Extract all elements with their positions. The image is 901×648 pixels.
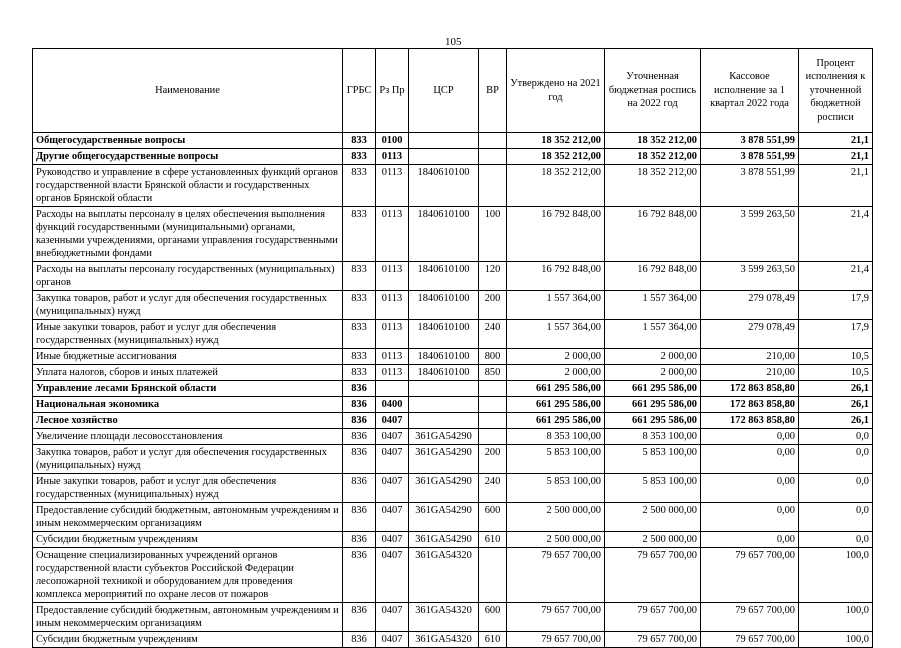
cell-cash: 3 599 263,50 bbox=[701, 207, 799, 262]
cell-name: Увеличение площади лесовосстановления bbox=[33, 429, 343, 445]
header-csr: ЦСР bbox=[409, 49, 479, 133]
cell-cash: 79 657 700,00 bbox=[701, 548, 799, 603]
table-row bbox=[33, 548, 873, 603]
cell-name: Субсидии бюджетным учреждениям bbox=[33, 532, 343, 548]
cell-approved: 661 295 586,00 bbox=[507, 413, 605, 429]
cell-rzpr: 0407 bbox=[376, 503, 409, 532]
cell-cash: 279 078,49 bbox=[701, 320, 799, 349]
cell-approved: 18 352 212,00 bbox=[507, 165, 605, 207]
cell-percent: 21,1 bbox=[799, 149, 873, 165]
table-row bbox=[33, 207, 873, 262]
cell-vr bbox=[479, 381, 507, 397]
cell-rzpr: 0113 bbox=[376, 365, 409, 381]
cell-revised: 661 295 586,00 bbox=[605, 397, 701, 413]
cell-approved: 16 792 848,00 bbox=[507, 207, 605, 262]
cell-approved: 79 657 700,00 bbox=[507, 603, 605, 632]
cell-vr bbox=[479, 548, 507, 603]
table-row bbox=[33, 445, 873, 474]
header-vr: ВР bbox=[479, 49, 507, 133]
cell-name: Управление лесами Брянской области bbox=[33, 381, 343, 397]
cell-approved: 18 352 212,00 bbox=[507, 133, 605, 149]
cell-vr bbox=[479, 149, 507, 165]
cell-cash: 3 878 551,99 bbox=[701, 133, 799, 149]
cell-cash: 3 878 551,99 bbox=[701, 149, 799, 165]
cell-approved: 2 000,00 bbox=[507, 349, 605, 365]
cell-grbs: 836 bbox=[343, 445, 376, 474]
cell-rzpr: 0100 bbox=[376, 133, 409, 149]
cell-percent: 21,1 bbox=[799, 133, 873, 149]
cell-csr bbox=[409, 381, 479, 397]
cell-grbs: 836 bbox=[343, 532, 376, 548]
cell-vr: 850 bbox=[479, 365, 507, 381]
cell-revised: 2 500 000,00 bbox=[605, 532, 701, 548]
table-row bbox=[33, 149, 873, 165]
cell-percent: 21,1 bbox=[799, 165, 873, 207]
cell-revised: 5 853 100,00 bbox=[605, 474, 701, 503]
cell-rzpr: 0407 bbox=[376, 413, 409, 429]
table-row bbox=[33, 381, 873, 397]
cell-percent: 26,1 bbox=[799, 381, 873, 397]
cell-cash: 172 863 858,80 bbox=[701, 413, 799, 429]
cell-revised: 5 853 100,00 bbox=[605, 445, 701, 474]
header-row bbox=[33, 49, 873, 133]
cell-approved: 2 000,00 bbox=[507, 365, 605, 381]
cell-approved: 2 500 000,00 bbox=[507, 532, 605, 548]
cell-grbs: 833 bbox=[343, 133, 376, 149]
cell-cash: 3 878 551,99 bbox=[701, 165, 799, 207]
cell-cash: 0,00 bbox=[701, 429, 799, 445]
cell-name: Предоставление субсидий бюджетным, автономным учреждениям и иным некоммерческим организациям bbox=[33, 603, 343, 632]
cell-csr: 1840610100 bbox=[409, 207, 479, 262]
cell-vr: 600 bbox=[479, 603, 507, 632]
cell-name: Уплата налогов, сборов и иных платежей bbox=[33, 365, 343, 381]
header-rzpr: Рз Пр bbox=[376, 49, 409, 133]
cell-grbs: 833 bbox=[343, 149, 376, 165]
cell-cash: 3 599 263,50 bbox=[701, 262, 799, 291]
cell-vr bbox=[479, 413, 507, 429]
cell-percent: 0,0 bbox=[799, 503, 873, 532]
cell-csr: 1840610100 bbox=[409, 320, 479, 349]
cell-percent: 17,9 bbox=[799, 320, 873, 349]
cell-rzpr: 0113 bbox=[376, 149, 409, 165]
cell-percent: 0,0 bbox=[799, 429, 873, 445]
cell-revised: 79 657 700,00 bbox=[605, 548, 701, 603]
table-row bbox=[33, 503, 873, 532]
cell-percent: 0,0 bbox=[799, 532, 873, 548]
table-body bbox=[33, 133, 873, 648]
cell-vr: 610 bbox=[479, 532, 507, 548]
cell-csr: 1840610100 bbox=[409, 349, 479, 365]
cell-vr bbox=[479, 429, 507, 445]
cell-rzpr: 0113 bbox=[376, 291, 409, 320]
cell-grbs: 833 bbox=[343, 320, 376, 349]
cell-name: Предоставление субсидий бюджетным, автономным учреждениям и иным некоммерческим организациям bbox=[33, 503, 343, 532]
cell-vr: 240 bbox=[479, 474, 507, 503]
cell-revised: 18 352 212,00 bbox=[605, 165, 701, 207]
cell-rzpr: 0407 bbox=[376, 548, 409, 603]
cell-percent: 21,4 bbox=[799, 262, 873, 291]
cell-name: Иные бюджетные ассигнования bbox=[33, 349, 343, 365]
table-row bbox=[33, 429, 873, 445]
cell-vr: 600 bbox=[479, 503, 507, 532]
header-revised: Уточненная бюджетная роспись на 2022 год bbox=[605, 49, 701, 133]
cell-approved: 16 792 848,00 bbox=[507, 262, 605, 291]
cell-rzpr: 0407 bbox=[376, 632, 409, 648]
cell-name: Национальная экономика bbox=[33, 397, 343, 413]
cell-grbs: 836 bbox=[343, 397, 376, 413]
cell-grbs: 833 bbox=[343, 262, 376, 291]
cell-rzpr: 0113 bbox=[376, 320, 409, 349]
header-name: Наименование bbox=[33, 49, 343, 133]
cell-revised: 661 295 586,00 bbox=[605, 413, 701, 429]
table-row bbox=[33, 291, 873, 320]
cell-csr bbox=[409, 133, 479, 149]
cell-percent: 100,0 bbox=[799, 632, 873, 648]
cell-revised: 8 353 100,00 bbox=[605, 429, 701, 445]
cell-cash: 172 863 858,80 bbox=[701, 397, 799, 413]
cell-name: Оснащение специализированных учреждений органов государственной власти субъектов Российской Федерации лесопожарной техникой и оборудованием для проведения комплекса мероприятий по охране лесов от пожаров bbox=[33, 548, 343, 603]
cell-grbs: 836 bbox=[343, 503, 376, 532]
cell-rzpr: 0113 bbox=[376, 165, 409, 207]
cell-revised: 16 792 848,00 bbox=[605, 262, 701, 291]
cell-rzpr: 0407 bbox=[376, 429, 409, 445]
cell-revised: 2 500 000,00 bbox=[605, 503, 701, 532]
cell-vr bbox=[479, 165, 507, 207]
cell-csr: 361GA54290 bbox=[409, 532, 479, 548]
table-row bbox=[33, 320, 873, 349]
cell-rzpr: 0113 bbox=[376, 349, 409, 365]
cell-grbs: 836 bbox=[343, 548, 376, 603]
cell-csr bbox=[409, 149, 479, 165]
cell-grbs: 833 bbox=[343, 165, 376, 207]
cell-name: Другие общегосударственные вопросы bbox=[33, 149, 343, 165]
table-row bbox=[33, 474, 873, 503]
cell-rzpr: 0407 bbox=[376, 532, 409, 548]
cell-approved: 661 295 586,00 bbox=[507, 397, 605, 413]
cell-rzpr: 0113 bbox=[376, 262, 409, 291]
cell-revised: 79 657 700,00 bbox=[605, 632, 701, 648]
cell-vr: 800 bbox=[479, 349, 507, 365]
cell-approved: 18 352 212,00 bbox=[507, 149, 605, 165]
cell-revised: 18 352 212,00 bbox=[605, 149, 701, 165]
cell-name: Иные закупки товаров, работ и услуг для обеспечения государственных (муниципальных) нужд bbox=[33, 320, 343, 349]
table-row bbox=[33, 413, 873, 429]
cell-csr: 1840610100 bbox=[409, 291, 479, 320]
cell-rzpr: 0407 bbox=[376, 445, 409, 474]
cell-grbs: 833 bbox=[343, 365, 376, 381]
cell-csr bbox=[409, 397, 479, 413]
cell-grbs: 836 bbox=[343, 603, 376, 632]
cell-csr: 361GA54320 bbox=[409, 632, 479, 648]
cell-csr: 1840610100 bbox=[409, 365, 479, 381]
cell-grbs: 833 bbox=[343, 291, 376, 320]
cell-approved: 79 657 700,00 bbox=[507, 632, 605, 648]
table-row bbox=[33, 603, 873, 632]
cell-cash: 0,00 bbox=[701, 503, 799, 532]
cell-vr: 200 bbox=[479, 291, 507, 320]
table-row bbox=[33, 532, 873, 548]
cell-name: Общегосударственные вопросы bbox=[33, 133, 343, 149]
cell-cash: 0,00 bbox=[701, 532, 799, 548]
cell-percent: 100,0 bbox=[799, 548, 873, 603]
cell-rzpr bbox=[376, 381, 409, 397]
cell-csr: 361GA54320 bbox=[409, 603, 479, 632]
cell-vr: 610 bbox=[479, 632, 507, 648]
cell-csr: 1840610100 bbox=[409, 165, 479, 207]
budget-table bbox=[32, 48, 873, 648]
cell-percent: 17,9 bbox=[799, 291, 873, 320]
cell-vr: 100 bbox=[479, 207, 507, 262]
cell-cash: 79 657 700,00 bbox=[701, 603, 799, 632]
cell-cash: 0,00 bbox=[701, 474, 799, 503]
header-approved: Утверждено на 2021 год bbox=[507, 49, 605, 133]
cell-name: Субсидии бюджетным учреждениям bbox=[33, 632, 343, 648]
cell-csr: 361GA54290 bbox=[409, 503, 479, 532]
cell-revised: 1 557 364,00 bbox=[605, 291, 701, 320]
cell-name: Лесное хозяйство bbox=[33, 413, 343, 429]
cell-revised: 79 657 700,00 bbox=[605, 603, 701, 632]
cell-approved: 1 557 364,00 bbox=[507, 291, 605, 320]
cell-name: Руководство и управление в сфере установленных функций органов государственной власти Брянской области и государственных органов Брянской области bbox=[33, 165, 343, 207]
cell-csr: 361GA54290 bbox=[409, 474, 479, 503]
cell-revised: 1 557 364,00 bbox=[605, 320, 701, 349]
cell-percent: 0,0 bbox=[799, 445, 873, 474]
page-number: 105 bbox=[445, 36, 462, 48]
cell-percent: 10,5 bbox=[799, 365, 873, 381]
cell-approved: 8 353 100,00 bbox=[507, 429, 605, 445]
cell-rzpr: 0400 bbox=[376, 397, 409, 413]
header-cash: Кассовое исполнение за 1 квартал 2022 года bbox=[701, 49, 799, 133]
cell-grbs: 836 bbox=[343, 413, 376, 429]
cell-rzpr: 0113 bbox=[376, 207, 409, 262]
cell-percent: 0,0 bbox=[799, 474, 873, 503]
cell-vr: 120 bbox=[479, 262, 507, 291]
cell-cash: 210,00 bbox=[701, 349, 799, 365]
cell-name: Расходы на выплаты персоналу государственных (муниципальных) органов bbox=[33, 262, 343, 291]
cell-percent: 21,4 bbox=[799, 207, 873, 262]
cell-revised: 661 295 586,00 bbox=[605, 381, 701, 397]
cell-csr bbox=[409, 413, 479, 429]
table-row bbox=[33, 165, 873, 207]
cell-grbs: 836 bbox=[343, 381, 376, 397]
table-row bbox=[33, 133, 873, 149]
cell-grbs: 836 bbox=[343, 474, 376, 503]
table-row bbox=[33, 349, 873, 365]
cell-name: Расходы на выплаты персоналу в целях обеспечения выполнения функций государственными (муниципальными) органами, казенными учреждениями, органами управления государственными внебюджетными фондами bbox=[33, 207, 343, 262]
cell-vr: 200 bbox=[479, 445, 507, 474]
cell-vr bbox=[479, 397, 507, 413]
cell-approved: 1 557 364,00 bbox=[507, 320, 605, 349]
table-row bbox=[33, 397, 873, 413]
cell-percent: 26,1 bbox=[799, 413, 873, 429]
cell-revised: 18 352 212,00 bbox=[605, 133, 701, 149]
cell-revised: 2 000,00 bbox=[605, 349, 701, 365]
cell-revised: 16 792 848,00 bbox=[605, 207, 701, 262]
cell-grbs: 833 bbox=[343, 349, 376, 365]
header-percent: Процент исполнения к уточненной бюджетной росписи bbox=[799, 49, 873, 133]
cell-approved: 661 295 586,00 bbox=[507, 381, 605, 397]
cell-csr: 361GA54320 bbox=[409, 548, 479, 603]
cell-csr: 1840610100 bbox=[409, 262, 479, 291]
cell-vr: 240 bbox=[479, 320, 507, 349]
table-row bbox=[33, 262, 873, 291]
cell-csr: 361GA54290 bbox=[409, 445, 479, 474]
cell-approved: 2 500 000,00 bbox=[507, 503, 605, 532]
cell-percent: 100,0 bbox=[799, 603, 873, 632]
cell-grbs: 833 bbox=[343, 207, 376, 262]
table-row bbox=[33, 365, 873, 381]
cell-cash: 172 863 858,80 bbox=[701, 381, 799, 397]
cell-name: Иные закупки товаров, работ и услуг для обеспечения государственных (муниципальных) нужд bbox=[33, 474, 343, 503]
cell-approved: 79 657 700,00 bbox=[507, 548, 605, 603]
cell-percent: 26,1 bbox=[799, 397, 873, 413]
cell-rzpr: 0407 bbox=[376, 603, 409, 632]
cell-name: Закупка товаров, работ и услуг для обеспечения государственных (муниципальных) нужд bbox=[33, 445, 343, 474]
cell-cash: 0,00 bbox=[701, 445, 799, 474]
cell-csr: 361GA54290 bbox=[409, 429, 479, 445]
cell-cash: 210,00 bbox=[701, 365, 799, 381]
cell-grbs: 836 bbox=[343, 429, 376, 445]
cell-vr bbox=[479, 133, 507, 149]
cell-percent: 10,5 bbox=[799, 349, 873, 365]
cell-cash: 79 657 700,00 bbox=[701, 632, 799, 648]
cell-approved: 5 853 100,00 bbox=[507, 445, 605, 474]
cell-revised: 2 000,00 bbox=[605, 365, 701, 381]
cell-approved: 5 853 100,00 bbox=[507, 474, 605, 503]
cell-name: Закупка товаров, работ и услуг для обеспечения государственных (муниципальных) нужд bbox=[33, 291, 343, 320]
header-grbs: ГРБС bbox=[343, 49, 376, 133]
cell-rzpr: 0407 bbox=[376, 474, 409, 503]
cell-grbs: 836 bbox=[343, 632, 376, 648]
cell-cash: 279 078,49 bbox=[701, 291, 799, 320]
